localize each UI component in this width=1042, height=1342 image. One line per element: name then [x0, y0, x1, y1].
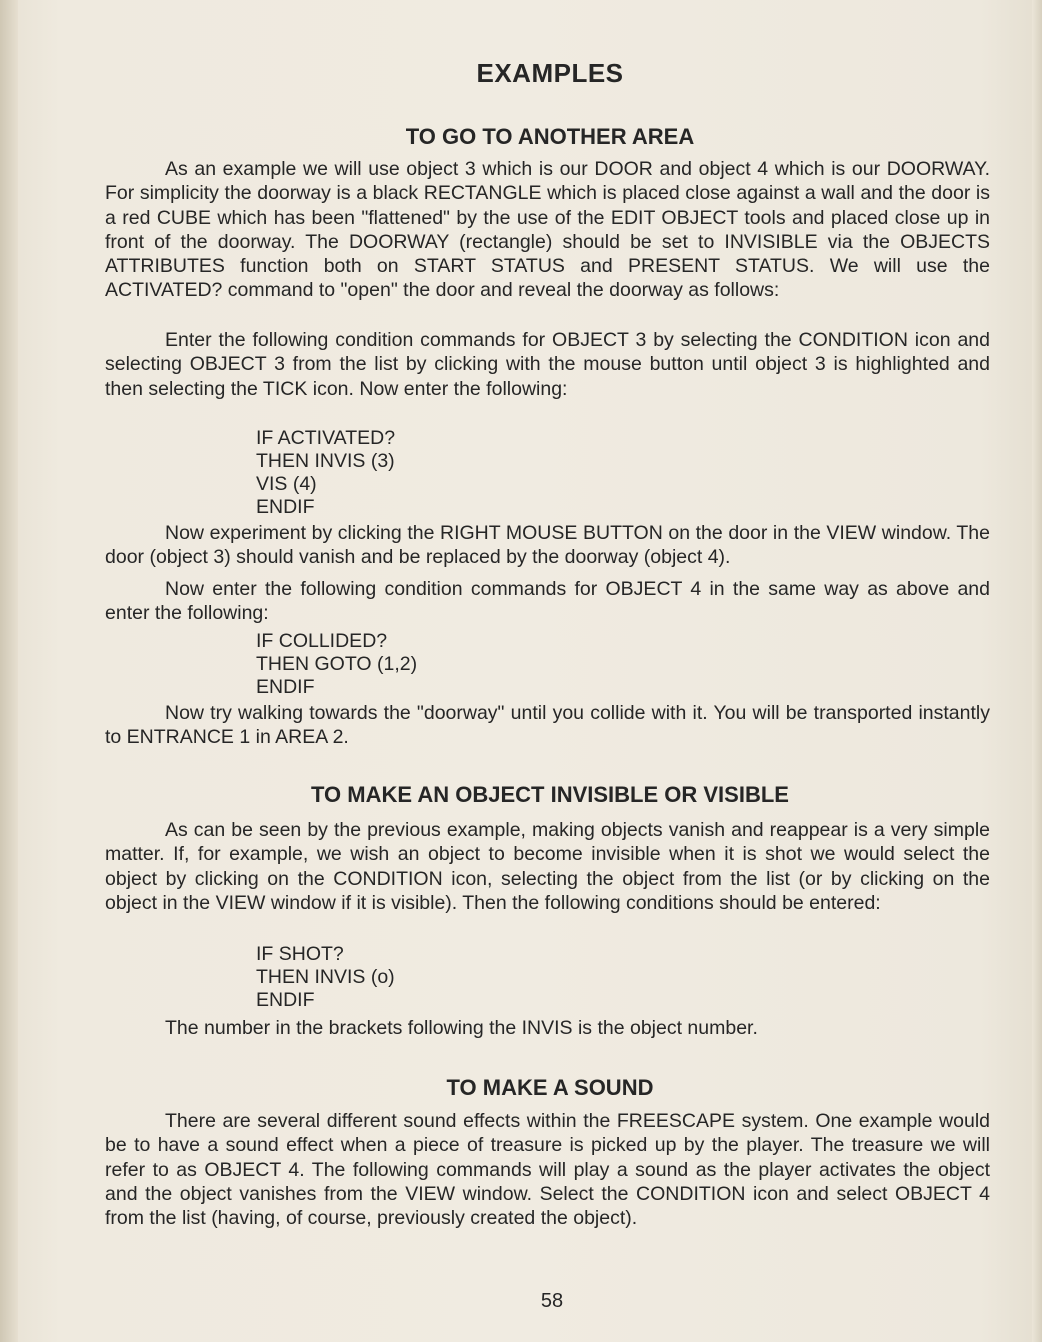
- code-block-collided: [256, 630, 417, 699]
- paragraph-walk-to-doorway: Now try walking towards the "doorway" until you collide with it. You will be transported instantly to ENTRANCE 1 in AREA 2.: [105, 702, 990, 749]
- page-binding-edge: [0, 0, 18, 1342]
- page-title: EXAMPLES: [476, 58, 624, 88]
- page-number: 58: [540, 1290, 564, 1312]
- paragraph-condition-object-3: Enter the following condition commands for OBJECT 3 by selecting the CONDITION icon and selecting OBJECT 3 from the list by clicking with the mouse button until object 3 is highlighted and then selecting the TICK icon. Now enter the following:: [105, 329, 990, 400]
- code-line: ENDIF: [256, 676, 315, 698]
- code-line: THEN INVIS (3): [256, 450, 395, 472]
- code-line: THEN GOTO (1,2): [256, 653, 418, 675]
- paragraph-door-doorway-intro: As an example we will use object 3 which is our DOOR and object 4 which is our DOORWAY. For simplicity the doorway is a black RECTANGLE which is placed close against a wall and the door is a red CUBE which has been "flattened" by the use of the EDIT OBJECT tools and placed close up in front of the doorway. The DOORWAY (rectangle) should be set to INVISIBLE via the OBJECTS ATTRIBUTES function both on START STATUS and PRESENT STATUS. We will use the ACTIVATED? command to "open" the door and reveal the doorway as follows:: [105, 158, 990, 302]
- code-line: ENDIF: [256, 989, 315, 1011]
- page-right-edge: [1032, 0, 1042, 1342]
- code-line: IF COLLIDED?: [256, 630, 388, 652]
- code-line: THEN INVIS (o): [256, 966, 395, 988]
- section-heading-go-to-another-area: TO GO TO ANOTHER AREA: [405, 124, 695, 149]
- paragraph-right-mouse-experiment: Now experiment by clicking the RIGHT MOUSE BUTTON on the door in the VIEW window. The door (object 3) should vanish and be replaced by the doorway (object 4).: [105, 522, 990, 569]
- section-heading-make-a-sound: TO MAKE A SOUND: [446, 1075, 654, 1100]
- paragraph-vanish-reappear: As can be seen by the previous example, making objects vanish and reappear is a very simple matter. If, for example, we wish an object to become invisible when it is shot we would select the object by clicking on the CONDITION icon, selecting the object from the list (or by clicking on the object in the VIEW window if it is visible). Then the following conditions should be entered:: [105, 819, 990, 914]
- section-heading-invisible-visible: TO MAKE AN OBJECT INVISIBLE OR VISIBLE: [311, 782, 789, 807]
- code-block-shot: [256, 943, 395, 1012]
- code-line: IF ACTIVATED?: [256, 427, 396, 449]
- code-block-activated: [256, 427, 395, 519]
- paragraph-invis-object-number: The number in the brackets following the INVIS is the object number.: [165, 1017, 758, 1039]
- code-line: IF SHOT?: [256, 943, 344, 965]
- paragraph-sound-effects: There are several different sound effects within the FREESCAPE system. One example would be to have a sound effect when a piece of treasure is picked up by the player. The treasure we will refer to as OBJECT 4. The following commands will play a sound as the player activates the object and the object vanishes from the VIEW window. Select the CONDITION icon and select OBJECT 4 from the list (having, of course, previously created the object).: [105, 1110, 990, 1230]
- code-line: ENDIF: [256, 496, 315, 518]
- paragraph-condition-object-4: Now enter the following condition commands for OBJECT 4 in the same way as above and enter the following:: [105, 578, 990, 625]
- code-line: VIS (4): [256, 473, 317, 495]
